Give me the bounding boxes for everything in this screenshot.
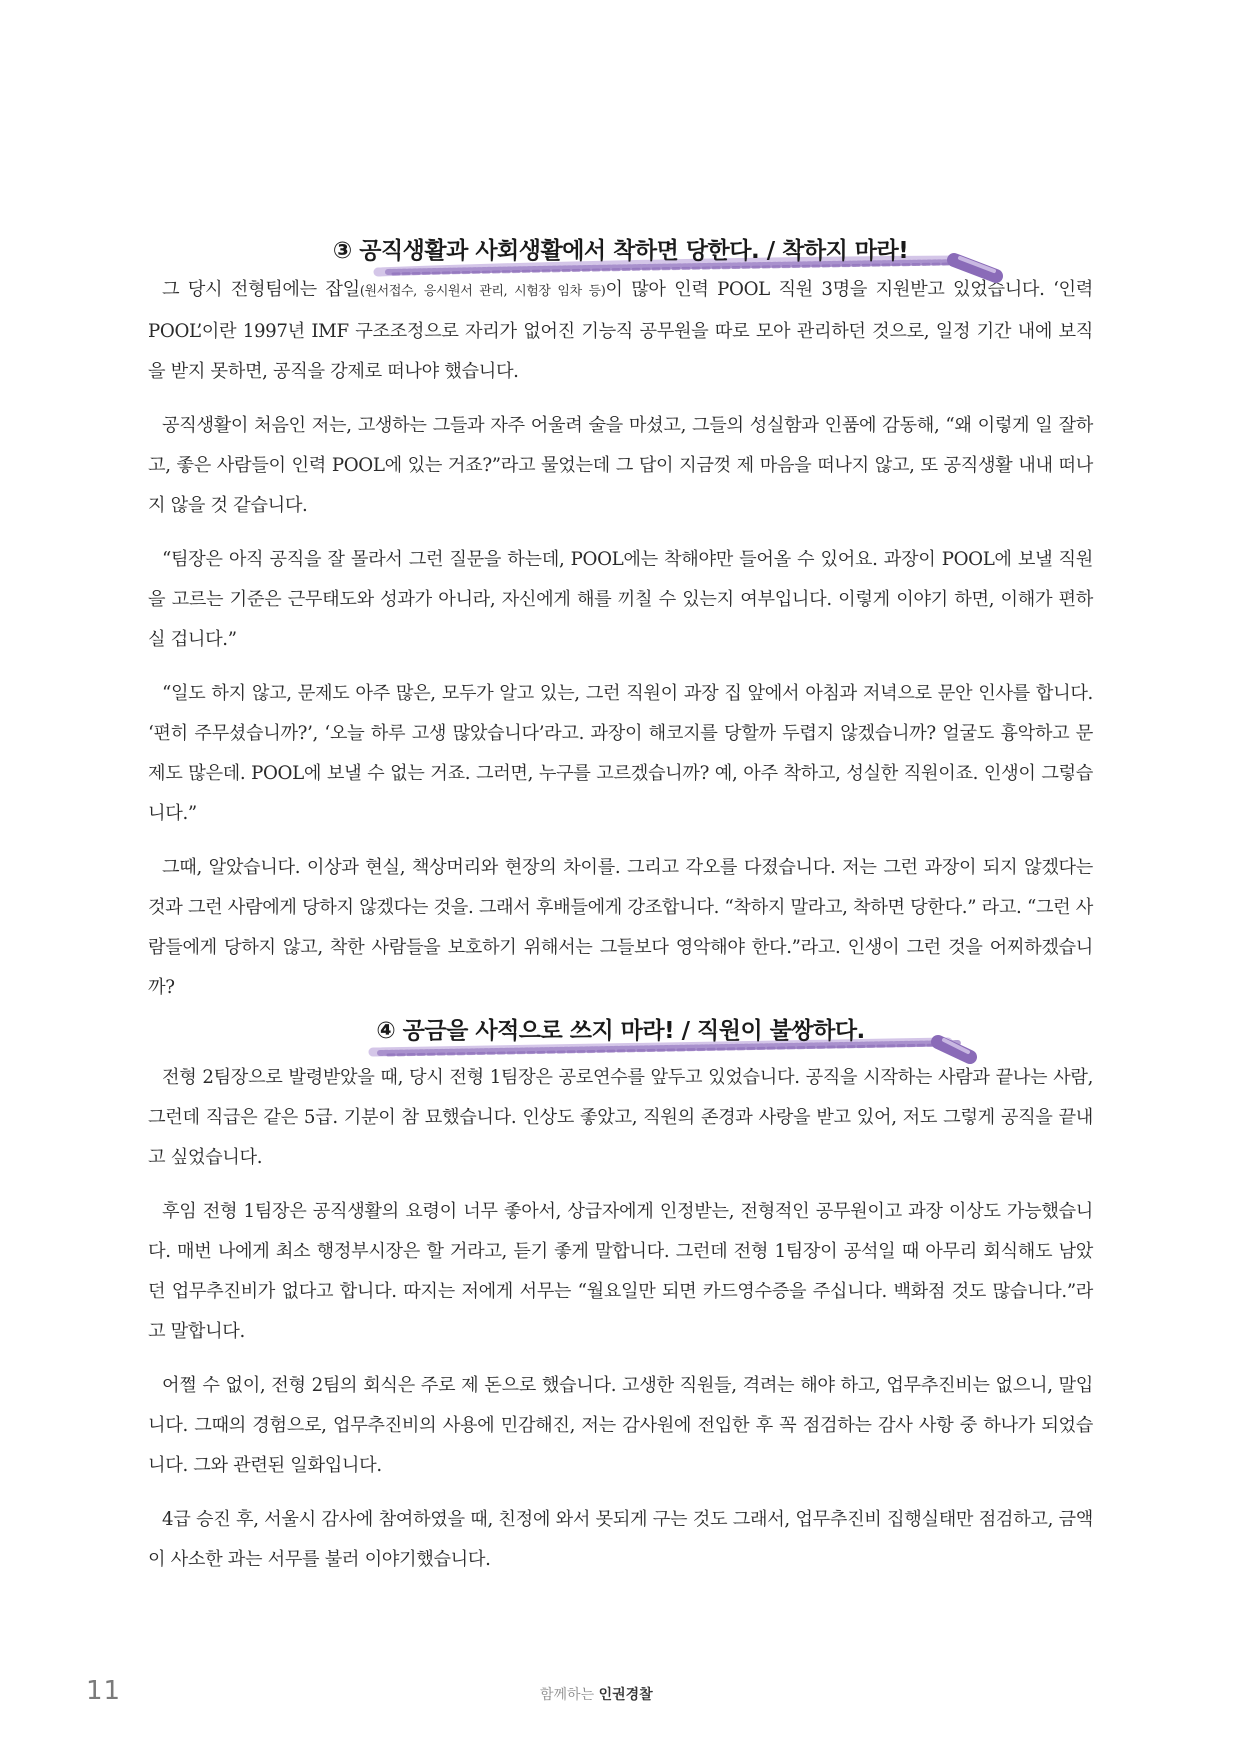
paragraph-text: 그 당시 전형팀에는 잡일 bbox=[162, 279, 360, 300]
section-3-paragraph-2: 공직생활이 처음인 저는, 고생하는 그들과 자주 어울려 술을 마셨고, 그들의 성실함과 인품에 감동해, “왜 이렇게 일 잘하고, 좋은 사람들이 인력 POOL에 있는 거죠?”라고 물었는데 그 답이 지금껏 제 마음을 떠나지 않고, 또 공직생활 내내 떠나지 않을 것 같습니다. bbox=[148, 415, 1093, 516]
section-3 bbox=[148, 232, 1093, 1022]
section-4-heading-wrap bbox=[148, 1012, 1093, 1102]
section-3-paragraph-5: 그때, 알았습니다. 이상과 현실, 책상머리와 현장의 차이를. 그리고 각오를 다졌습니다. 저는 그런 과장이 되지 않겠다는 것과 그런 사람에게 당하지 않겠다는 것을. 그래서 후배들에게 강조합니다. “착하지 말라고, 착하면 당한다.” 라고. “그런 사람들에게 당하지 않고, 착한 사람들을 보호하기 위해서는 그들보다 영악해야 한다.”라고. 인생이 그런 것을 어찌하겠습니까? bbox=[148, 857, 1093, 998]
publication-name: 인권경찰 bbox=[598, 1687, 653, 1703]
section-4-heading: ④ 공금을 사적으로 쓰지 마라! / 직원이 불쌍하다. bbox=[376, 1018, 865, 1044]
section-3-heading: ③ 공직생활과 사회생활에서 착하면 당한다. / 착하지 마라! bbox=[332, 238, 909, 264]
section-4-paragraph-4: 4급 승진 후, 서울시 감사에 참여하였을 때, 친정에 와서 못되게 구는 것도 그래서, 업무추진비 집행실태만 점검하고, 금액이 사소한 과는 서무를 불러 이야기했습니다. bbox=[148, 1509, 1093, 1570]
section-3-heading-wrap bbox=[148, 232, 1093, 322]
publication-title bbox=[540, 1684, 653, 1704]
paragraph-note: (원서접수, 응시원서 관리, 시험장 임차 등) bbox=[359, 284, 606, 299]
section-4-paragraph-3: 어쩔 수 없이, 전형 2팀의 회식은 주로 제 돈으로 했습니다. 고생한 직원들, 격려는 해야 하고, 업무추진비는 없으니, 말입니다. 그때의 경험으로, 업무추진비의 사용에 민감해진, 저는 감사원에 전입한 후 꼭 점검하는 감사 사항 중 하나가 되었습니다. 그와 관련된 일화입니다. bbox=[148, 1375, 1093, 1476]
section-3-paragraph-4: “일도 하지 않고, 문제도 아주 많은, 모두가 알고 있는, 그런 직원이 과장 집 앞에서 아침과 저녁으로 문안 인사를 합니다. ‘편히 주무셨습니까?’, ‘오늘 하루 고생 많았습니다’라고. 과장이 해코지를 당할까 두렵지 않겠습니까? 얼굴도 흉악하고 문제도 많은데. POOL에 보낼 수 없는 거죠. 그러면, 누구를 고르겠습니까? 예, 아주 착하고, 성실한 직원이죠. 인생이 그렇습니다.” bbox=[148, 683, 1093, 824]
section-4-paragraph-1: 전형 2팀장으로 발령받았을 때, 당시 전형 1팀장은 공로연수를 앞두고 있었습니다. 공직을 시작하는 사람과 끝나는 사람, 그런데 직급은 같은 5급. 기분이 참 묘했습니다. 인상도 좋았고, 직원의 존경과 사랑을 받고 있어, 저도 그렇게 공직을 끝내고 싶었습니다. bbox=[148, 1067, 1093, 1168]
publication-prefix: 함께하는 bbox=[540, 1687, 595, 1703]
section-4-paragraph-2: 후임 전형 1팀장은 공직생활의 요령이 너무 좋아서, 상급자에게 인정받는, 전형적인 공무원이고 과장 이상도 가능했습니다. 매번 나에게 최소 행정부시장은 할 거라고, 듣기 좋게 말합니다. 그런데 전형 1팀장이 공석일 때 아무리 회식해도 남았던 업무추진비가 없다고 합니다. 따지는 저에게 서무는 “월요일만 되면 카드영수증을 주십니다. 백화점 것도 많습니다.”라고 말합니다. bbox=[148, 1201, 1093, 1342]
paragraph-text: 이 많아 인력 POOL 직원 3명을 지원받고 있었습니다. ‘인력 POOL’이란 1997년 IMF 구조조정으로 자리가 없어진 기능직 공무원을 따로 모아 관리하던 것으로, 일정 기간 내에 보직을 받지 못하면, 공직을 강제로 떠나야 했습니다. bbox=[148, 279, 1093, 382]
page-number: 11 bbox=[86, 1676, 122, 1706]
section-4 bbox=[148, 1012, 1093, 1594]
section-3-paragraph-3: “팀장은 아직 공직을 잘 몰라서 그런 질문을 하는데, POOL에는 착해야만 들어올 수 있어요. 과장이 POOL에 보낼 직원을 고르는 기준은 근무태도와 성과가 아니라, 자신에게 해를 끼칠 수 있는지 여부입니다. 이렇게 이야기 하면, 이해가 편하실 겁니다.” bbox=[148, 549, 1093, 650]
